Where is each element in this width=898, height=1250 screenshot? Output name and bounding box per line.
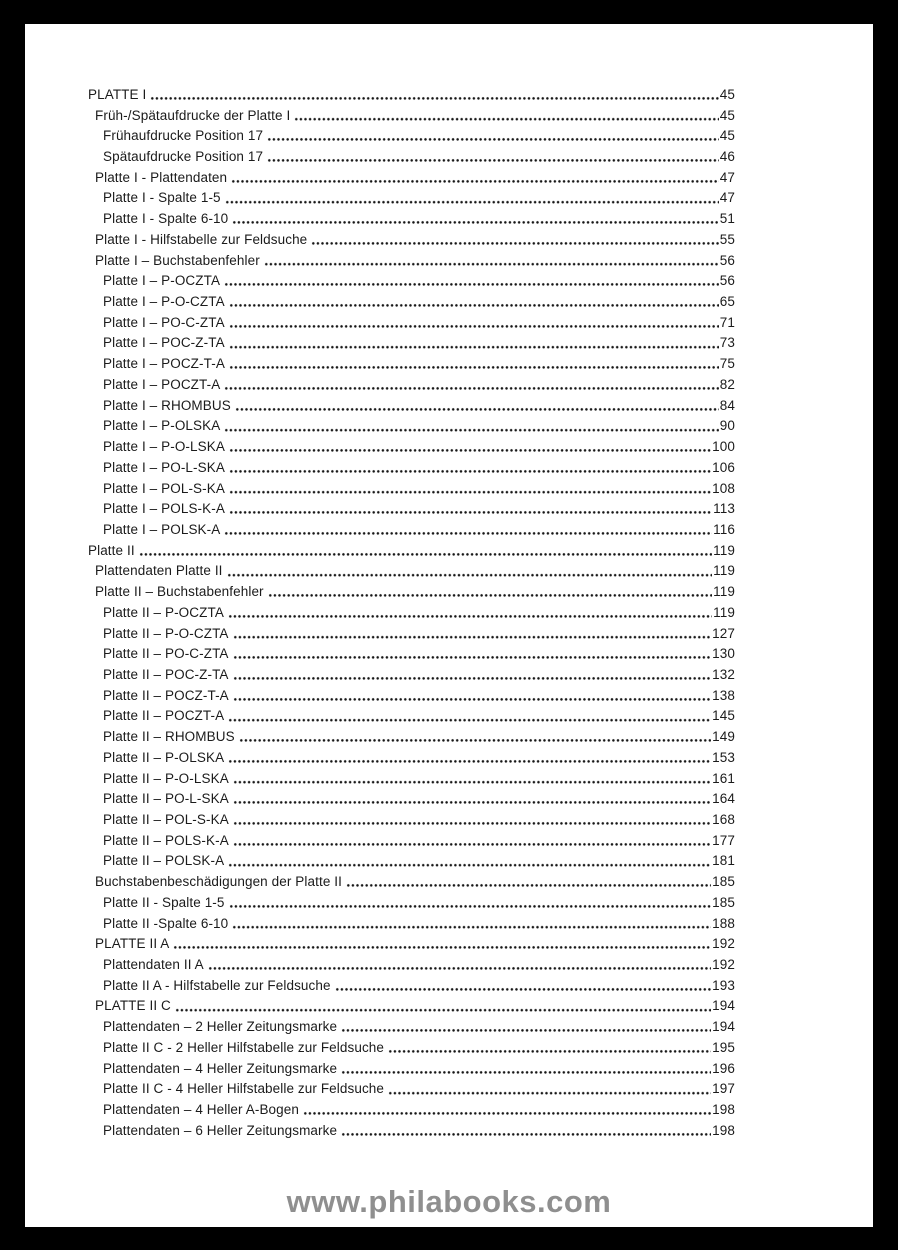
- toc-entry-label: Platte I – POLS-K-A: [103, 501, 225, 517]
- dot-leader: [229, 498, 712, 519]
- dot-leader: [229, 436, 711, 457]
- toc-entry-label: Platte I – POCZ-T-A: [103, 356, 225, 372]
- toc-entry: [25, 788, 873, 809]
- toc-entry-page: 185: [712, 894, 735, 910]
- dot-leader: [229, 291, 719, 312]
- toc-entry-label: Platte I – P-OCZTA: [103, 273, 221, 289]
- toc-entry: [25, 851, 873, 872]
- toc-entry-label: Buchstabenbeschädigungen der Platte II: [95, 874, 342, 890]
- toc-entry-page: 116: [713, 521, 735, 537]
- dot-leader: [335, 975, 712, 996]
- toc-entry: [25, 498, 873, 519]
- dot-leader: [346, 871, 711, 892]
- dot-leader: [229, 457, 711, 478]
- toc-entry: [25, 643, 873, 664]
- toc-entry-label: Platte I – Buchstabenfehler: [95, 252, 260, 268]
- dot-leader: [229, 478, 711, 499]
- dot-leader: [267, 125, 719, 146]
- toc-entry: [25, 581, 873, 602]
- toc-entry-page: 46: [719, 149, 735, 165]
- toc-entry-page: 188: [712, 915, 735, 931]
- toc-entry-label: Platte I - Spalte 1-5: [103, 190, 221, 206]
- toc-entry: [25, 975, 873, 996]
- toc-entry-label: Plattendaten – 6 Heller Zeitungsmarke: [103, 1122, 338, 1138]
- toc-entry-label: Platte I – PO-C-ZTA: [103, 314, 225, 330]
- toc-entry: [25, 706, 873, 727]
- toc-entry-label: Platte II – POCZT-A: [103, 708, 225, 724]
- toc-entry-label: Platte I – P-O-LSKA: [103, 439, 225, 455]
- toc-entry-page: 51: [719, 211, 735, 227]
- dot-leader: [341, 1120, 711, 1141]
- dot-leader: [232, 208, 719, 229]
- toc-entry: [25, 747, 873, 768]
- dot-leader: [341, 1058, 711, 1079]
- toc-entry: [25, 395, 873, 416]
- toc-entry-label: Platte II – POC-Z-TA: [103, 666, 229, 682]
- dot-leader: [225, 188, 719, 209]
- dot-leader: [233, 768, 711, 789]
- toc-entry-page: 181: [712, 853, 735, 869]
- toc-entry: [25, 540, 873, 561]
- toc-entry-label: Platte II – POCZ-T-A: [103, 687, 229, 703]
- toc-entry: [25, 416, 873, 437]
- toc-entry: [25, 105, 873, 126]
- toc-entry-label: Platte II A - Hilfstabelle zur Feldsuche: [103, 977, 331, 993]
- dot-leader: [228, 706, 711, 727]
- toc-entry: [25, 270, 873, 291]
- toc-entry-page: 192: [712, 957, 735, 973]
- toc-entry-page: 106: [712, 459, 735, 475]
- toc-entry-label: Platte I – RHOMBUS: [103, 397, 231, 413]
- toc-entry: [25, 1099, 873, 1120]
- toc-entry: [25, 519, 873, 540]
- toc-entry: [25, 146, 873, 167]
- toc-entry: [25, 768, 873, 789]
- toc-entry-page: 108: [712, 480, 735, 496]
- dot-leader: [233, 809, 711, 830]
- toc-entry-label: Platte II C - 2 Heller Hilfstabelle zur Feldsuche: [103, 1039, 385, 1055]
- toc-entry-page: 194: [712, 1019, 735, 1035]
- toc-entry-page: 90: [719, 418, 735, 434]
- toc-entry-page: 177: [712, 832, 735, 848]
- dot-leader: [233, 685, 711, 706]
- toc-entry: [25, 996, 873, 1017]
- toc-entry: [25, 291, 873, 312]
- toc-entry-label: Platte I – POC-Z-TA: [103, 335, 225, 351]
- toc-entry-page: 145: [712, 708, 735, 724]
- toc-entry-page: 100: [712, 439, 735, 455]
- toc-entry: [25, 1120, 873, 1141]
- toc-entry-label: Plattendaten – 4 Heller Zeitungsmarke: [103, 1060, 338, 1076]
- toc-entry-page: 45: [719, 107, 735, 123]
- toc-entry-page: 75: [719, 356, 735, 372]
- toc-entry: [25, 188, 873, 209]
- dot-leader: [224, 416, 718, 437]
- toc-entry-label: Platte I – POL-S-KA: [103, 480, 225, 496]
- toc-entry: [25, 436, 873, 457]
- dot-leader: [233, 623, 712, 644]
- toc-entry-page: 119: [713, 563, 735, 579]
- toc-entry-page: 149: [712, 729, 735, 745]
- toc-entry-page: 196: [712, 1060, 735, 1076]
- toc-entry-page: 56: [719, 252, 735, 268]
- toc-entry-label: Platte I – PO-L-SKA: [103, 459, 225, 475]
- toc-entry-page: 185: [712, 874, 735, 890]
- dot-leader: [232, 913, 711, 934]
- toc-entry-label: Platte II – POL-S-KA: [103, 812, 229, 828]
- toc-entry-label: Platte I – P-OLSKA: [103, 418, 221, 434]
- dot-leader: [224, 519, 712, 540]
- toc-entry: [25, 208, 873, 229]
- toc-entry: [25, 685, 873, 706]
- toc-entry: [25, 250, 873, 271]
- toc-entry-label: Platte II – PO-L-SKA: [103, 791, 229, 807]
- toc-entry-label: Plattendaten – 4 Heller A-Bogen: [103, 1102, 299, 1118]
- toc-entry-label: Platte II – RHOMBUS: [103, 729, 235, 745]
- dot-leader: [224, 270, 719, 291]
- toc-entry-page: 197: [712, 1081, 735, 1097]
- toc-entry-label: Platte II - Spalte 1-5: [103, 894, 225, 910]
- dot-leader: [239, 726, 711, 747]
- dot-leader: [268, 581, 713, 602]
- toc-entry: [25, 229, 873, 250]
- toc-entry-page: 47: [719, 190, 735, 206]
- philabooks-watermark: www.philabooks.com: [286, 1184, 612, 1219]
- toc-entry-page: 119: [713, 604, 735, 620]
- toc-entry-label: Platte I – P-O-CZTA: [103, 294, 225, 310]
- toc-entry-page: 73: [719, 335, 735, 351]
- toc-entry: [25, 1016, 873, 1037]
- dot-leader: [341, 1016, 711, 1037]
- dot-leader: [229, 333, 719, 354]
- toc-entry-label: Platte II – P-OLSKA: [103, 749, 225, 765]
- toc-entry: [25, 809, 873, 830]
- toc-entry: [25, 312, 873, 333]
- dot-leader: [294, 105, 718, 126]
- dot-leader: [224, 374, 718, 395]
- toc-entry-label: Früh-/Spätaufdrucke der Platte I: [95, 107, 291, 123]
- toc-entry: [25, 84, 873, 105]
- dot-leader: [229, 312, 719, 333]
- toc-entry-page: 193: [712, 977, 735, 993]
- toc-entry: [25, 1037, 873, 1058]
- dot-leader: [150, 84, 718, 105]
- toc-entry-page: 65: [719, 294, 735, 310]
- toc-entry: [25, 333, 873, 354]
- toc-entry-page: 195: [712, 1039, 735, 1055]
- scanned-page: [25, 24, 873, 1227]
- dot-leader: [231, 167, 719, 188]
- toc-entry: [25, 954, 873, 975]
- toc-entry-label: Frühaufdrucke Position 17: [103, 128, 264, 144]
- toc-entry-label: Platte II – Buchstabenfehler: [95, 584, 264, 600]
- dot-leader: [235, 395, 719, 416]
- toc-entry-label: PLATTE II C: [95, 998, 171, 1014]
- dot-leader: [233, 643, 712, 664]
- toc-entry-page: 119: [713, 584, 735, 600]
- dot-leader: [139, 540, 712, 561]
- dot-leader: [388, 1079, 711, 1100]
- toc-entry: [25, 167, 873, 188]
- toc-entry: [25, 374, 873, 395]
- dot-leader: [229, 353, 719, 374]
- toc-entry-label: PLATTE I: [88, 86, 147, 102]
- dot-leader: [233, 830, 711, 851]
- toc-entry-page: 194: [712, 998, 735, 1014]
- dot-leader: [228, 851, 711, 872]
- toc-entry-label: Platte I - Spalte 6-10: [103, 211, 229, 227]
- toc-entry-page: 55: [719, 231, 735, 247]
- toc-entry: [25, 892, 873, 913]
- dot-leader: [388, 1037, 711, 1058]
- toc-entry-page: 56: [719, 273, 735, 289]
- toc-entry-label: Platte II – POLSK-A: [103, 853, 225, 869]
- toc-entry: [25, 726, 873, 747]
- toc-entry-label: Platte I - Plattendaten: [95, 169, 228, 185]
- toc-entry-page: 153: [712, 749, 735, 765]
- toc-entry: [25, 933, 873, 954]
- toc-entry-page: 198: [712, 1122, 735, 1138]
- toc-entry-label: Platte II – POLS-K-A: [103, 832, 229, 848]
- toc-entry: [25, 353, 873, 374]
- toc-entry-label: Platte II – P-O-CZTA: [103, 625, 229, 641]
- toc-entry: [25, 664, 873, 685]
- dot-leader: [311, 229, 718, 250]
- toc-entry-page: 127: [712, 625, 735, 641]
- toc-entry: [25, 1058, 873, 1079]
- toc-entry-page: 113: [713, 501, 735, 517]
- toc-entry-label: Platte II: [88, 542, 135, 558]
- toc-entry: [25, 1079, 873, 1100]
- toc-entry: [25, 830, 873, 851]
- toc-entry-page: 138: [712, 687, 735, 703]
- dot-leader: [233, 664, 712, 685]
- toc-entry-label: Platte II – PO-C-ZTA: [103, 646, 229, 662]
- toc-entry-label: Platte I - Hilfstabelle zur Feldsuche: [95, 231, 308, 247]
- toc-entry-page: 119: [713, 542, 735, 558]
- toc-entry-page: 132: [712, 666, 735, 682]
- toc-entry-label: Platte II -Spalte 6-10: [103, 915, 229, 931]
- toc-entry: [25, 478, 873, 499]
- toc-entry-label: Platte II – P-OCZTA: [103, 604, 224, 620]
- toc-entry-label: Plattendaten Platte II: [95, 563, 223, 579]
- dot-leader: [227, 561, 713, 582]
- dot-leader: [175, 996, 711, 1017]
- toc-entry: [25, 913, 873, 934]
- toc-entry-label: Plattendaten – 2 Heller Zeitungsmarke: [103, 1019, 338, 1035]
- dot-leader: [303, 1099, 711, 1120]
- toc-entry-page: 45: [719, 128, 735, 144]
- toc-entry: [25, 871, 873, 892]
- toc-entry: [25, 457, 873, 478]
- dot-leader: [208, 954, 711, 975]
- dot-leader: [228, 747, 711, 768]
- toc-entry-page: 161: [712, 770, 735, 786]
- toc-entry-page: 47: [719, 169, 735, 185]
- toc-entry-label: Platte II C - 4 Heller Hilfstabelle zur Feldsuche: [103, 1081, 385, 1097]
- toc-entry-page: 45: [719, 86, 735, 102]
- dot-leader: [233, 788, 711, 809]
- toc-entry-label: Platte II – P-O-LSKA: [103, 770, 229, 786]
- toc-entry-label: Platte I – POLSK-A: [103, 521, 221, 537]
- toc-entry-label: Spätaufdrucke Position 17: [103, 149, 264, 165]
- toc-entry-page: 71: [719, 314, 735, 330]
- toc-entry-page: 130: [712, 646, 735, 662]
- toc-entry: [25, 602, 873, 623]
- toc-entry-page: 84: [719, 397, 735, 413]
- dot-leader: [264, 250, 719, 271]
- dot-leader: [173, 933, 711, 954]
- toc-entry-label: Platte I – POCZT-A: [103, 376, 221, 392]
- toc-entry-label: PLATTE II A: [95, 936, 170, 952]
- toc-entry-page: 168: [712, 812, 735, 828]
- toc-entry: [25, 561, 873, 582]
- toc-entry-page: 82: [719, 376, 735, 392]
- toc-list: [25, 84, 873, 1141]
- dot-leader: [228, 602, 712, 623]
- toc-entry-page: 198: [712, 1102, 735, 1118]
- toc-entry-page: 164: [712, 791, 735, 807]
- dot-leader: [267, 146, 719, 167]
- toc-entry-page: 192: [712, 936, 735, 952]
- dot-leader: [229, 892, 712, 913]
- toc-entry: [25, 623, 873, 644]
- toc-entry: [25, 125, 873, 146]
- toc-entry-label: Plattendaten II A: [103, 957, 204, 973]
